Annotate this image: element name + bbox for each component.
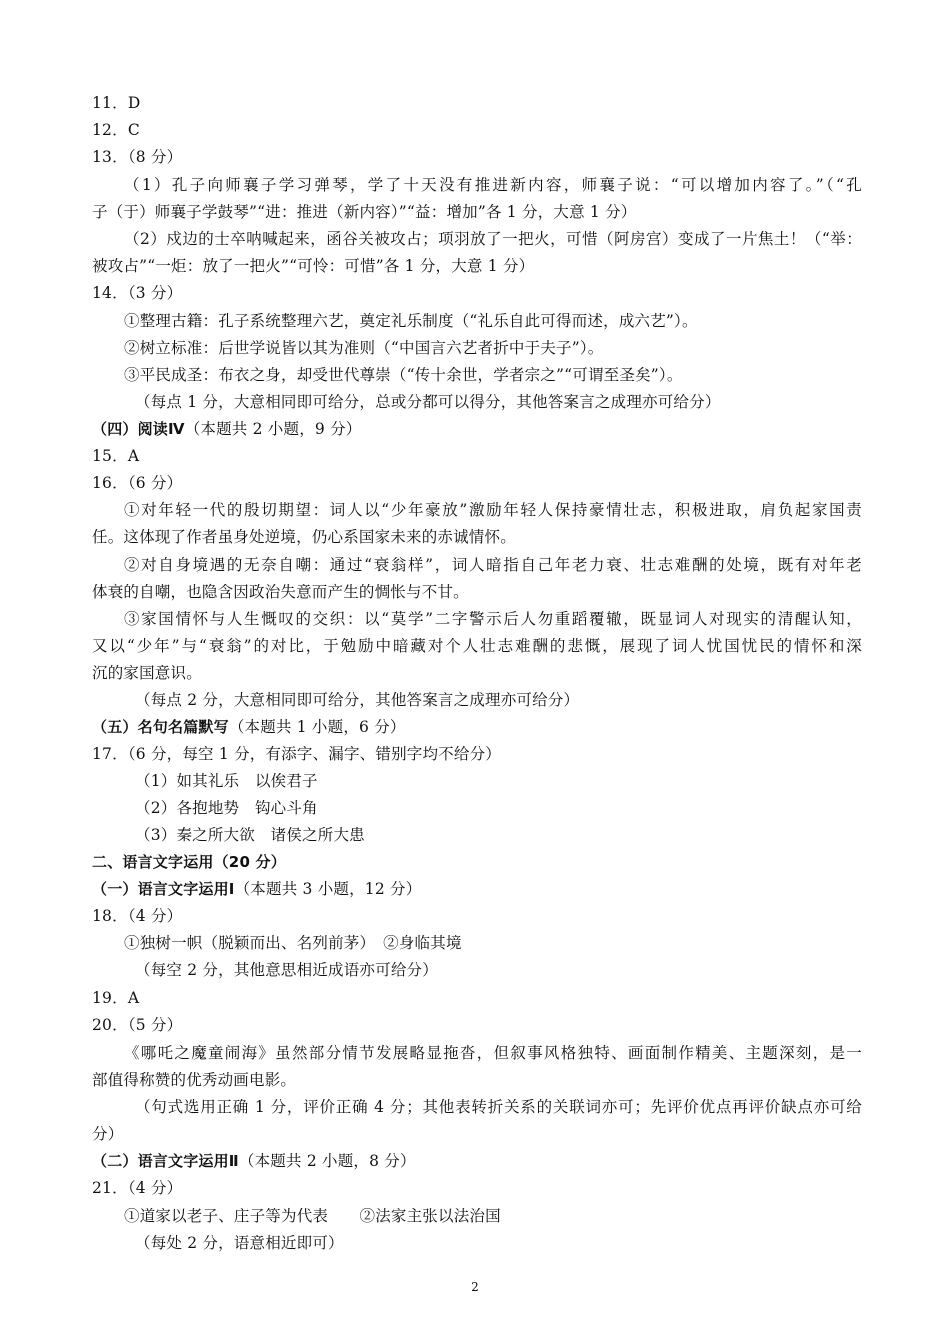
section-title: （四）阅读Ⅳ xyxy=(92,420,185,438)
answer-20-note-line1: （句式选用正确 1 分，评价正确 4 分；其他表转折关系的关联词亦可；先评价优点再评价缺点亦可给 xyxy=(135,1098,862,1116)
answer-16-note: （每点 2 分，大意相同即可给分，其他答案言之成理亦可给分） xyxy=(135,691,580,709)
section-title: （五）名句名篇默写 xyxy=(92,718,229,736)
answer-21-header: 21．（4 分） xyxy=(92,1179,183,1197)
section-subtitle: （本题共 1 小题，6 分） xyxy=(228,718,406,736)
answer-18-note: （每空 2 分，其他意思相近成语亦可给分） xyxy=(135,961,438,979)
answer-12: 12．C xyxy=(92,121,140,139)
answer-18-content: ①独树一帜（脱颖而出、名列前茅） ②身临其境 xyxy=(124,934,462,952)
answer-18-header: 18．（4 分） xyxy=(92,907,183,925)
section-title: （二）语言文字运用Ⅱ xyxy=(92,1152,239,1170)
answer-14-point3: ③平民成圣：布衣之身，却受世代尊崇（“传十余世，学者宗之”“可谓至圣矣”）。 xyxy=(124,366,683,384)
section-subtitle: （本题共 2 小题，9 分） xyxy=(184,420,362,438)
answer-13-1-line1: （1）孔子向师襄子学习弹琴，学了十天没有推进新内容，师襄子说：“可以增加内容了。”（“孔 xyxy=(124,176,862,194)
answer-17-2: （2）各抱地势 钩心斗角 xyxy=(135,799,318,817)
page-number: 2 xyxy=(471,1280,479,1294)
answer-13-2-line2: 被攻占”“一炬：放了一把火”“可怜：可惜”各 1 分，大意 1 分） xyxy=(92,257,535,275)
answer-16-header: 16．（6 分） xyxy=(92,474,183,492)
answer-21-content: ①道家以老子、庄子等为代表 ②法家主张以法治国 xyxy=(124,1207,501,1225)
answer-16-point1-line1: ①对年轻一代的殷切期望：词人以“少年豪放”激励年轻人保持豪情壮志，积极进取，肩负起家国责 xyxy=(124,501,862,519)
answer-16-point2-line1: ②对自身境遇的无奈自嘲：通过“衰翁样”，词人暗指自己年老力衰、壮志难酬的处境，既有对年老 xyxy=(124,556,862,574)
answer-11: 11．D xyxy=(92,94,141,112)
answer-20-header: 20．（5 分） xyxy=(92,1016,183,1034)
answer-20-line2: 部值得称赞的优秀动画电影。 xyxy=(92,1071,297,1089)
answer-16-point1-line2: 任。这体现了作者虽身处逆境，仍心系国家未来的赤诚情怀。 xyxy=(92,528,516,546)
section-heading-language-2 xyxy=(92,1151,416,1171)
answer-13-2-line1: （2）戍边的士卒呐喊起来，函谷关被攻占；项羽放了一把火，可惜（阿房宫）变成了一片焦土！（“举： xyxy=(124,230,862,248)
answer-16-point3-line1: ③家国情怀与人生慨叹的交织：以“莫学”二字警示后人勿重蹈覆辙，既显词人对现实的清醒认知， xyxy=(124,610,862,628)
section-subtitle: （本题共 3 小题，12 分） xyxy=(234,880,422,898)
answer-19: 19．A xyxy=(92,989,140,1007)
answer-16-point2-line2: 体衰的自嘲，也隐含因政治失意而产生的惆怅与不甘。 xyxy=(92,583,469,601)
section-title: （一）语言文字运用Ⅰ xyxy=(92,880,235,898)
answer-13-header: 13．（8 分） xyxy=(92,148,183,166)
part-heading-language-use: 二、语言文字运用（20 分） xyxy=(92,853,286,871)
answer-21-note: （每处 2 分，语意相近即可） xyxy=(135,1234,344,1252)
answer-16-point3-line2: 又以“少年”与“衰翁”的对比，于勉励中暗藏对个人壮志难酬的悲慨，展现了词人忧国忧民的情怀和深 xyxy=(92,637,862,655)
section-heading-recitation xyxy=(92,717,406,737)
answer-16-point3-line3: 沉的家国意识。 xyxy=(92,664,202,682)
answer-20-line1: 《哪吒之魔童闹海》虽然部分情节发展略显拖沓，但叙事风格独特、画面制作精美、主题深刻，是一 xyxy=(124,1044,862,1062)
answer-14-point2: ②树立标准：后世学说皆以其为准则（“中国言六艺者折中于夫子”）。 xyxy=(124,339,604,357)
answer-14-header: 14．（3 分） xyxy=(92,284,183,302)
answer-17-3: （3）秦之所大欲 诸侯之所大患 xyxy=(135,826,365,844)
answer-14-note: （每点 1 分，大意相同即可给分，总或分都可以得分，其他答案言之成理亦可给分） xyxy=(135,393,721,411)
answer-17-1: （1）如其礼乐 以俟君子 xyxy=(135,772,318,790)
answer-17-header: 17．（6 分，每空 1 分，有添字、漏字、错别字均不给分） xyxy=(92,745,501,763)
answer-14-point1: ①整理古籍：孔子系统整理六艺，奠定礼乐制度（“礼乐自此可得而述，成六艺”）。 xyxy=(124,312,698,330)
answer-13-1-line2: 子（于）师襄子学鼓琴”“进：推进（新内容）”“益：增加”各 1 分，大意 1 分） xyxy=(92,203,637,221)
section-heading-language-1 xyxy=(92,879,421,899)
section-heading-reading-4 xyxy=(92,419,362,439)
answer-20-note-line2: 分） xyxy=(92,1125,124,1143)
answer-15: 15．A xyxy=(92,447,140,465)
section-subtitle: （本题共 2 小题，8 分） xyxy=(238,1152,416,1170)
